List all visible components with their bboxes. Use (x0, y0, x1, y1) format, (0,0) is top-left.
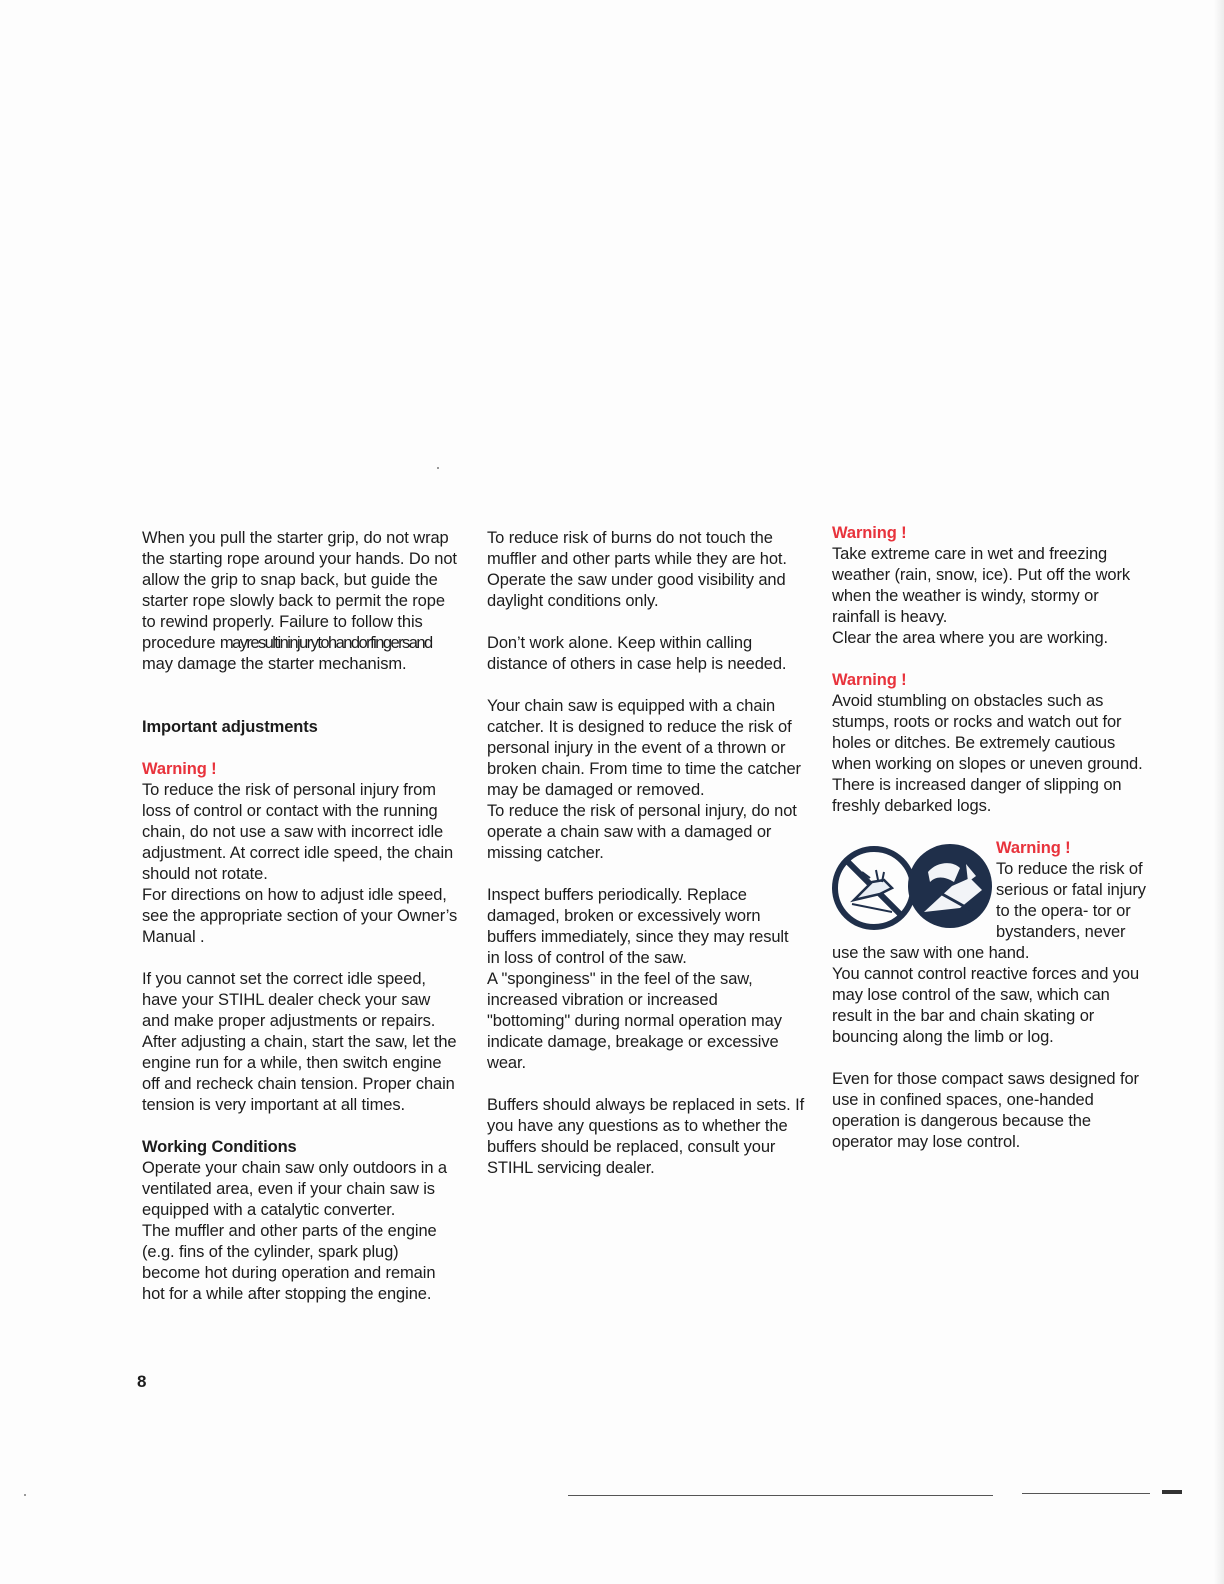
paragraph-hot-parts: The muffler and other parts of the engine (e.g. fins of the cylinder, spark plug) become hot during operation and remain hot for a while after stopping the engine. (142, 1222, 437, 1303)
page-edge-shadow (1214, 0, 1224, 1584)
paragraph-burns: To reduce risk of burns do not touch the muffler and other parts while they are hot. Operate the saw under good visibility and daylight conditions only. (487, 529, 787, 610)
paragraph-compact-saws: Even for those compact saws designed for use in confined spaces, one-handed operation is dangerous because the operator may lose control. (832, 1070, 1139, 1151)
paragraph-one-hand: To reduce the risk of serious or fatal injury to the opera- tor or bystanders, never use the saw with one hand. (832, 860, 1146, 962)
scan-speck (24, 1494, 26, 1496)
paragraph-ventilated-area: Operate your chain saw only outdoors in a ventilated area, even if your chain saw is equipped with a catalytic converter. (142, 1159, 447, 1219)
paragraph-chain-tension: After adjusting a chain, start the saw, let the engine run for a while, then switch engine off and recheck chain tension. Proper chain tension is very important at all times. (142, 1033, 457, 1114)
paragraph-text: When you pull the starter grip, do not wrap the starting rope around your hands. Do not allow the grip to snap back, but guide the starter rope slowly back to permit the rope to rewind properly. Failure to follow this procedure (142, 529, 457, 652)
paragraph-inspect-buffers: Inspect buffers periodically. Replace damaged, broken or excessively worn buffers immediately, since they may result in loss of control of the saw. (487, 886, 789, 967)
paragraph-weather: Take extreme care in wet and freezing weather (rain, snow, ice). Put off the work when the weather is windy, stormy or rainfall is heavy. (832, 545, 1131, 626)
scan-artifact-line (568, 1495, 993, 1496)
paragraph-idle-adjustment: To reduce the risk of personal injury from loss of control or contact with the running chain, do not use a saw with incorrect idle adjustment. At correct idle speed, the chain should not rotate. (142, 781, 454, 883)
scan-speck (437, 467, 439, 469)
column-3 (832, 523, 1150, 1153)
paragraph-starter-grip (142, 528, 460, 675)
paragraph-idle-directions: For directions on how to adjust idle speed, see the appropriate section of your Owner’s Manual . (142, 886, 458, 946)
squashed-line: mayresultininjurytohandorfingersand (219, 634, 432, 652)
scan-artifact-mark (1162, 1490, 1182, 1494)
prohibition-icon (832, 842, 992, 930)
heading-working-conditions: Working Conditions (142, 1138, 297, 1156)
paragraph-clear-area: Clear the area where you are working. (832, 629, 1109, 647)
paragraph-stumbling: Avoid stumbling on obstacles such as stumps, roots or rocks and watch out for holes or ditches. Be extremely cautious when working on slopes or uneven ground. There is increased danger of slipping on freshly debarked logs. (832, 692, 1143, 815)
one-hand-warning-block (832, 838, 1150, 964)
paragraph-sponginess: A "sponginess" in the feel of the saw, increased vibration or increased "bottoming" during normal operation may indicate damage, breakage or excessive wear. (487, 970, 782, 1072)
paragraph-work-alone: Don’t work alone. Keep within calling distance of others in case help is needed. (487, 634, 787, 673)
no-one-handed-use-pictogram (832, 842, 992, 930)
paragraph-text: may damage the starter mechanism. (142, 655, 407, 673)
warning-label: Warning ! (832, 524, 907, 542)
column-1 (142, 528, 460, 1305)
heading-important-adjustments: Important adjustments (142, 718, 318, 736)
warning-label: Warning ! (996, 839, 1071, 857)
paragraph-replace-buffers: Buffers should always be replaced in sets. If you have any questions as to whether the buffers should be replaced, consult your STIHL servicing dealer. (487, 1096, 805, 1177)
page-number: 8 (137, 1372, 147, 1391)
paragraph-stihl-dealer: If you cannot set the correct idle speed, have your STIHL dealer check your saw and make proper adjustments or repairs. (142, 970, 436, 1030)
column-2 (487, 528, 805, 1179)
paragraph-reactive-forces: You cannot control reactive forces and you may lose control of the saw, which can result in the bar and chain skating or bouncing along the limb or log. (832, 965, 1140, 1046)
warning-label: Warning ! (142, 760, 217, 778)
paragraph-missing-catcher: To reduce the risk of personal injury, do not operate a chain saw with a damaged or missing catcher. (487, 802, 797, 862)
paragraph-chain-catcher: Your chain saw is equipped with a chain catcher. It is designed to reduce the risk of personal injury in the event of a thrown or broken chain. From time to time the catcher may be damaged or removed. (487, 697, 801, 799)
warning-label: Warning ! (832, 671, 907, 689)
scan-artifact-line (1022, 1493, 1150, 1494)
